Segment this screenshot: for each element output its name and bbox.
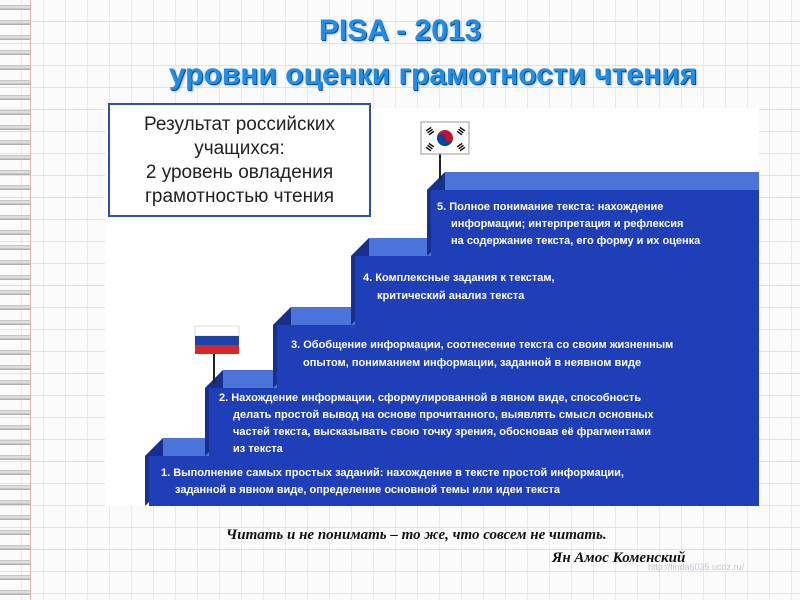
watermark: http://linda6035.ucoz.ru/ [648,562,745,572]
step-label-line: информации; интерпретация и рефлексия [451,218,684,230]
step-label-line: 1. Выполнение самых простых заданий: нахождение в тексте простой информации, [161,467,624,479]
step-label-line: 4. Комплексные задания к текстам, [363,272,555,284]
result-line: Результат российских [144,114,335,135]
step-top-face [427,172,759,190]
russia-flag-red-stripe [195,345,239,354]
quote-text: Читать и не понимать – то же, что совсем не читать. [226,527,607,543]
page-title: PISA - 2013 [318,14,482,47]
result-line: грамотностью чтения [144,186,335,207]
step-label-line: 2. Нахождение информации, сформулированной в явном виде, способность [219,392,642,404]
page-subtitle: уровни оценки грамотности чтения [168,58,698,91]
step-label-line: критический анализ текста [377,290,525,302]
quote-author: Ян Амос Коменский [552,550,686,566]
russia-flag-white-stripe [195,326,239,336]
result-line: учащихся: [194,138,285,159]
russia-flag-blue-stripe [195,336,239,345]
result-line: 2 уровень овладения [145,162,334,183]
step-label-line: на содержание текста, его форму и их оценка [451,235,701,247]
step-label-line: из текста [233,443,283,455]
step-label-line: 3. Обобщение информации, соотнесение текста со своим жизненным [291,339,674,351]
step-label-line: заданной в явном виде, определение основной темы или идеи текста [175,484,561,496]
step-front-face [149,456,759,506]
step-label-line: 5. Полное понимание текста: нахождение [437,201,664,213]
step-label-line: частей текста, высказывать свою точку зрения, обосновав её фрагментами [233,426,652,438]
step-label-line: опытом, пониманием информации, заданной в неявном виде [303,357,642,369]
russian-result-box [108,103,371,217]
step-label-line: делать простой вывод на основе прочитанного, выявлять смысл основных [233,409,654,421]
